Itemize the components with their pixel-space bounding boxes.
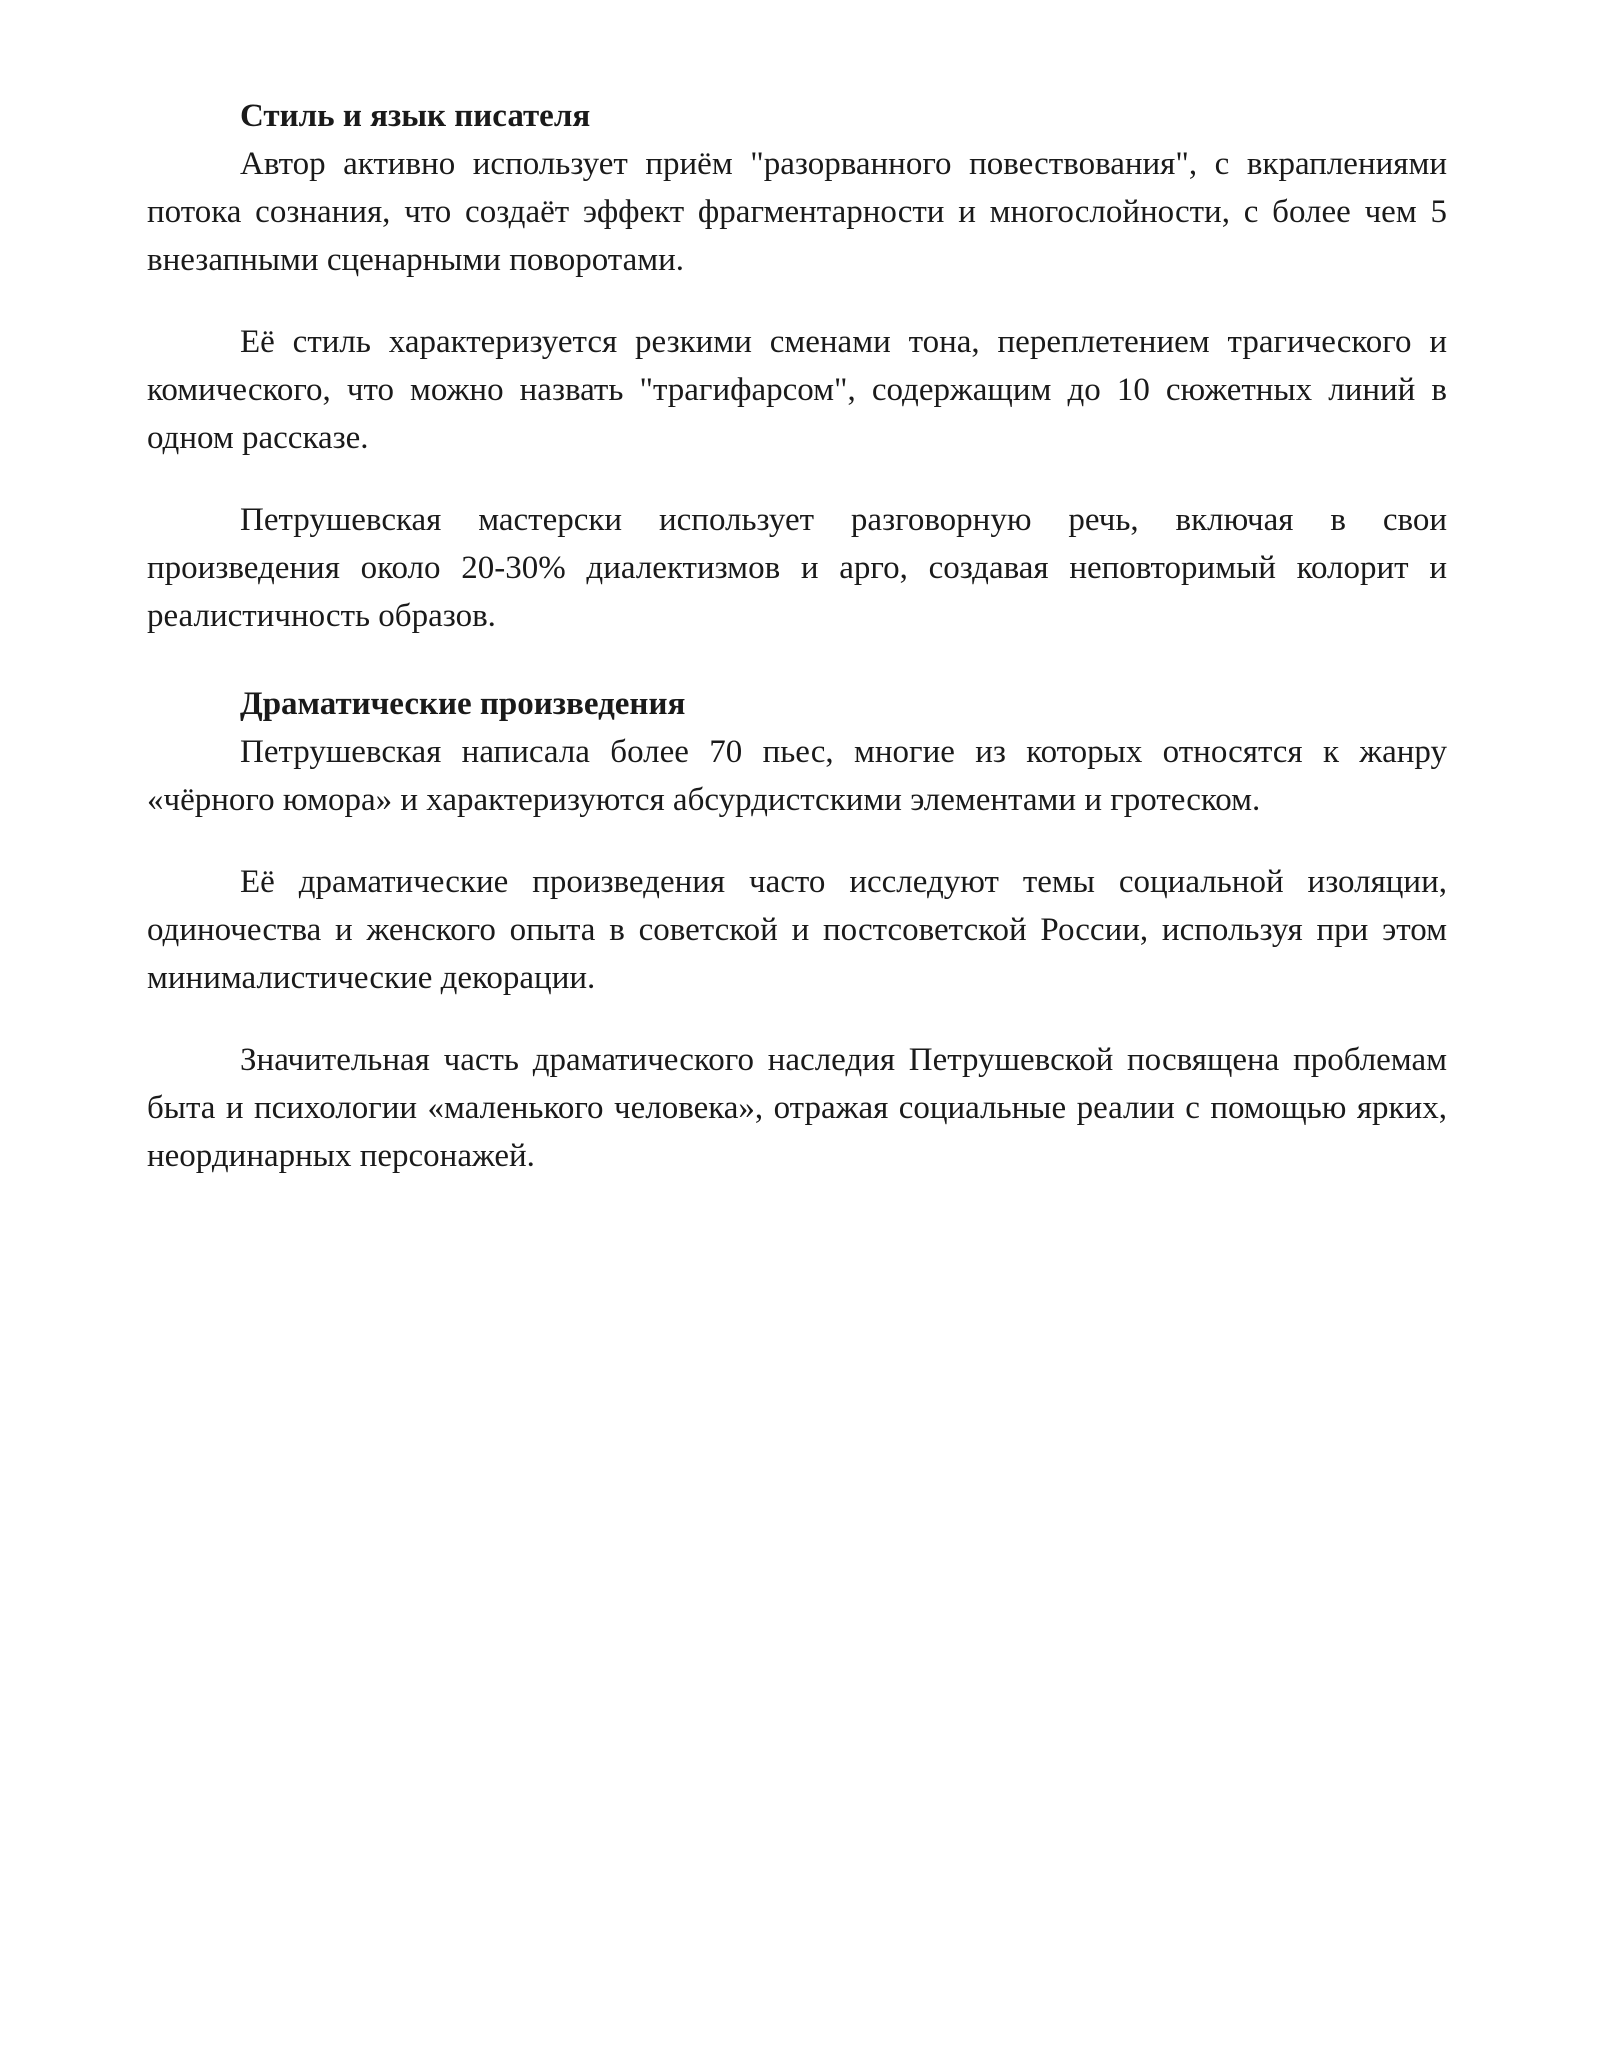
paragraph: Её стиль характеризуется резкими сменами тона, переплетением трагического и комического, что можно назвать "трагифарсом", содержащим до 10 сюжетных линий в одном рассказе. — [147, 324, 1447, 456]
section-style-and-language — [147, 92, 1447, 640]
paragraph: Значительная часть драматического наследия Петрушевской посвящена проблемам быта и психологии «маленького человека», отражая социальные реалии с помощью ярких, неординарных персонажей. — [147, 1042, 1447, 1174]
section-heading: Стиль и язык писателя — [240, 98, 591, 134]
section-heading: Драматические произведения — [240, 686, 686, 722]
paragraph: Её драматические произведения часто исследуют темы социальной изоляции, одиночества и женского опыта в советской и постсоветской России, используя при этом минималистические декорации. — [147, 864, 1447, 996]
paragraph: Автор активно использует приём "разорванного повествования", с вкраплениями потока сознания, что создаёт эффект фрагментарности и многослойности, с более чем 5 внезапными сценарными поворотами. — [147, 146, 1447, 278]
section-dramatic-works — [147, 680, 1447, 1180]
paragraph: Петрушевская написала более 70 пьес, многие из которых относятся к жанру «чёрного юмора» и характеризуются абсурдистскими элементами и гротеском. — [147, 734, 1447, 818]
paragraph: Петрушевская мастерски использует разговорную речь, включая в свои произведения около 20-30% диалектизмов и арго, создавая неповторимый колорит и реалистичность образов. — [147, 502, 1447, 634]
document-page — [147, 92, 1447, 1180]
